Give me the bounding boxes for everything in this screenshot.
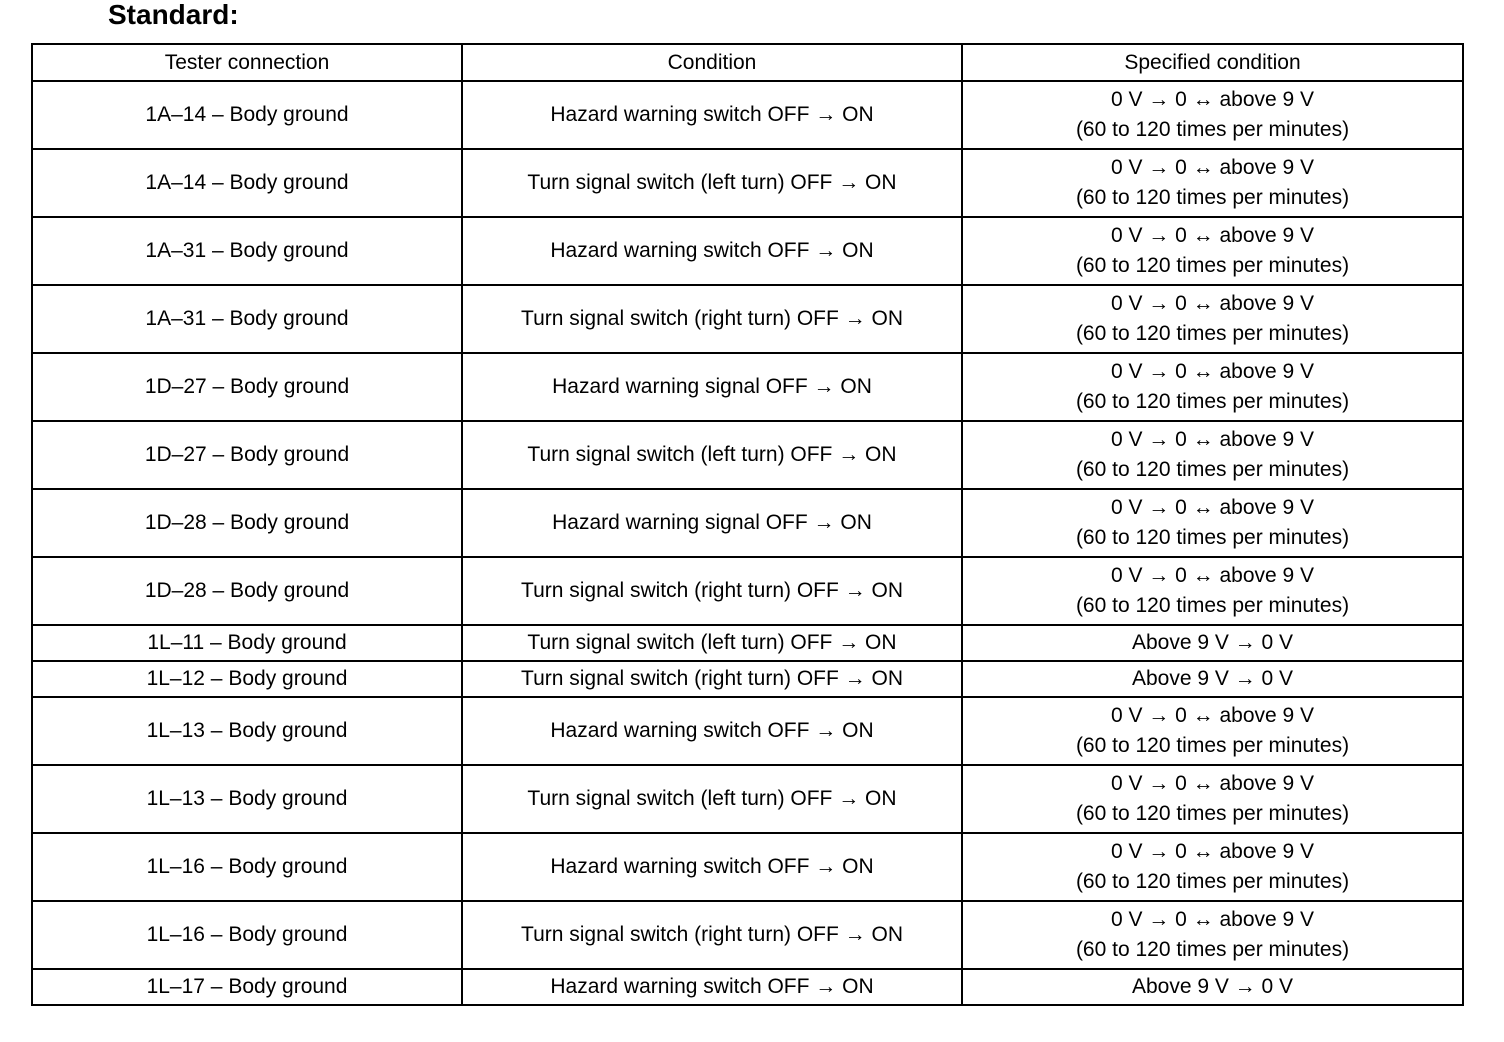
specified-condition-line: (60 to 120 times per minutes) bbox=[1075, 118, 1350, 141]
specified-condition-cell bbox=[962, 557, 1463, 625]
specified-condition-line: Above 9 V → 0 V bbox=[1131, 667, 1294, 690]
page-title: Standard: bbox=[108, 0, 239, 30]
table-row bbox=[32, 285, 1463, 353]
specified-condition-cell bbox=[962, 353, 1463, 421]
tester-connection-cell: 1L–12 – Body ground bbox=[32, 661, 462, 697]
column-header-specified-condition: Specified condition bbox=[962, 44, 1463, 81]
specified-condition-line: 0 V → 0 ↔ above 9 V bbox=[1110, 360, 1315, 383]
specified-condition-line: 0 V → 0 ↔ above 9 V bbox=[1110, 496, 1315, 519]
condition-cell: Turn signal switch (left turn) OFF → ON bbox=[462, 625, 962, 661]
specified-condition-line: Above 9 V → 0 V bbox=[1131, 975, 1294, 998]
tester-connection-cell: 1L–13 – Body ground bbox=[32, 765, 462, 833]
specified-condition-line: (60 to 120 times per minutes) bbox=[1075, 458, 1350, 481]
condition-cell: Hazard warning switch OFF → ON bbox=[462, 697, 962, 765]
table-row bbox=[32, 557, 1463, 625]
table-row bbox=[32, 833, 1463, 901]
table-row bbox=[32, 149, 1463, 217]
specified-condition-line: 0 V → 0 ↔ above 9 V bbox=[1110, 704, 1315, 727]
tester-connection-cell: 1L–13 – Body ground bbox=[32, 697, 462, 765]
tester-connection-cell: 1D–28 – Body ground bbox=[32, 489, 462, 557]
specified-condition-cell bbox=[962, 81, 1463, 149]
condition-cell: Hazard warning signal OFF → ON bbox=[462, 353, 962, 421]
specified-condition-cell bbox=[962, 421, 1463, 489]
table-row bbox=[32, 765, 1463, 833]
table-row bbox=[32, 661, 1463, 697]
condition-cell: Turn signal switch (left turn) OFF → ON bbox=[462, 149, 962, 217]
tester-connection-cell: 1A–31 – Body ground bbox=[32, 217, 462, 285]
specified-condition-line: (60 to 120 times per minutes) bbox=[1075, 870, 1350, 893]
specified-condition-line: 0 V → 0 ↔ above 9 V bbox=[1110, 88, 1315, 111]
specified-condition-cell bbox=[962, 489, 1463, 557]
specified-condition-line: 0 V → 0 ↔ above 9 V bbox=[1110, 156, 1315, 179]
specified-condition-line: (60 to 120 times per minutes) bbox=[1075, 594, 1350, 617]
table-row bbox=[32, 81, 1463, 149]
specified-condition-line: 0 V → 0 ↔ above 9 V bbox=[1110, 772, 1315, 795]
specified-condition-line: (60 to 120 times per minutes) bbox=[1075, 734, 1350, 757]
specified-condition-line: (60 to 120 times per minutes) bbox=[1075, 938, 1350, 961]
condition-cell: Hazard warning signal OFF → ON bbox=[462, 489, 962, 557]
specified-condition-cell bbox=[962, 765, 1463, 833]
condition-cell: Turn signal switch (right turn) OFF → ON bbox=[462, 285, 962, 353]
tester-connection-cell: 1L–17 – Body ground bbox=[32, 969, 462, 1005]
specified-condition-line: (60 to 120 times per minutes) bbox=[1075, 322, 1350, 345]
specified-condition-line: 0 V → 0 ↔ above 9 V bbox=[1110, 224, 1315, 247]
specified-condition-cell bbox=[962, 625, 1463, 661]
table-row bbox=[32, 697, 1463, 765]
specified-condition-line: (60 to 120 times per minutes) bbox=[1075, 526, 1350, 549]
table-row bbox=[32, 217, 1463, 285]
condition-cell: Hazard warning switch OFF → ON bbox=[462, 217, 962, 285]
tester-connection-cell: 1D–27 – Body ground bbox=[32, 353, 462, 421]
specified-condition-cell bbox=[962, 661, 1463, 697]
tester-connection-cell: 1L–16 – Body ground bbox=[32, 833, 462, 901]
specified-condition-line: 0 V → 0 ↔ above 9 V bbox=[1110, 564, 1315, 587]
tester-connection-cell: 1D–28 – Body ground bbox=[32, 557, 462, 625]
column-header-tester-connection: Tester connection bbox=[32, 44, 462, 81]
condition-cell: Turn signal switch (right turn) OFF → ON bbox=[462, 661, 962, 697]
table-row bbox=[32, 421, 1463, 489]
condition-cell: Hazard warning switch OFF → ON bbox=[462, 969, 962, 1005]
condition-cell: Turn signal switch (left turn) OFF → ON bbox=[462, 421, 962, 489]
tester-connection-cell: 1L–16 – Body ground bbox=[32, 901, 462, 969]
condition-cell: Turn signal switch (left turn) OFF → ON bbox=[462, 765, 962, 833]
specified-condition-line: Above 9 V → 0 V bbox=[1131, 631, 1294, 654]
specified-condition-cell bbox=[962, 217, 1463, 285]
specified-condition-line: 0 V → 0 ↔ above 9 V bbox=[1110, 908, 1315, 931]
specified-condition-line: (60 to 120 times per minutes) bbox=[1075, 254, 1350, 277]
specified-condition-line: 0 V → 0 ↔ above 9 V bbox=[1110, 428, 1315, 451]
tester-connection-cell: 1L–11 – Body ground bbox=[32, 625, 462, 661]
specified-condition-cell bbox=[962, 697, 1463, 765]
tester-connection-cell: 1A–31 – Body ground bbox=[32, 285, 462, 353]
table-row bbox=[32, 625, 1463, 661]
condition-cell: Hazard warning switch OFF → ON bbox=[462, 81, 962, 149]
table-row bbox=[32, 901, 1463, 969]
standard-table bbox=[31, 43, 1464, 1006]
tester-connection-cell: 1A–14 – Body ground bbox=[32, 149, 462, 217]
specified-condition-cell bbox=[962, 149, 1463, 217]
tester-connection-cell: 1D–27 – Body ground bbox=[32, 421, 462, 489]
specified-condition-cell bbox=[962, 833, 1463, 901]
specified-condition-line: 0 V → 0 ↔ above 9 V bbox=[1110, 292, 1315, 315]
table-row bbox=[32, 353, 1463, 421]
condition-cell: Turn signal switch (right turn) OFF → ON bbox=[462, 901, 962, 969]
specified-condition-cell bbox=[962, 901, 1463, 969]
specified-condition-line: 0 V → 0 ↔ above 9 V bbox=[1110, 840, 1315, 863]
table-row bbox=[32, 489, 1463, 557]
column-header-condition: Condition bbox=[462, 44, 962, 81]
specified-condition-line: (60 to 120 times per minutes) bbox=[1075, 390, 1350, 413]
tester-connection-cell: 1A–14 – Body ground bbox=[32, 81, 462, 149]
table-row bbox=[32, 969, 1463, 1005]
specified-condition-line: (60 to 120 times per minutes) bbox=[1075, 186, 1350, 209]
condition-cell: Hazard warning switch OFF → ON bbox=[462, 833, 962, 901]
table-body bbox=[32, 81, 1463, 1005]
specified-condition-line: (60 to 120 times per minutes) bbox=[1075, 802, 1350, 825]
table-header-row bbox=[32, 44, 1463, 81]
specified-condition-cell bbox=[962, 969, 1463, 1005]
specified-condition-cell bbox=[962, 285, 1463, 353]
condition-cell: Turn signal switch (right turn) OFF → ON bbox=[462, 557, 962, 625]
